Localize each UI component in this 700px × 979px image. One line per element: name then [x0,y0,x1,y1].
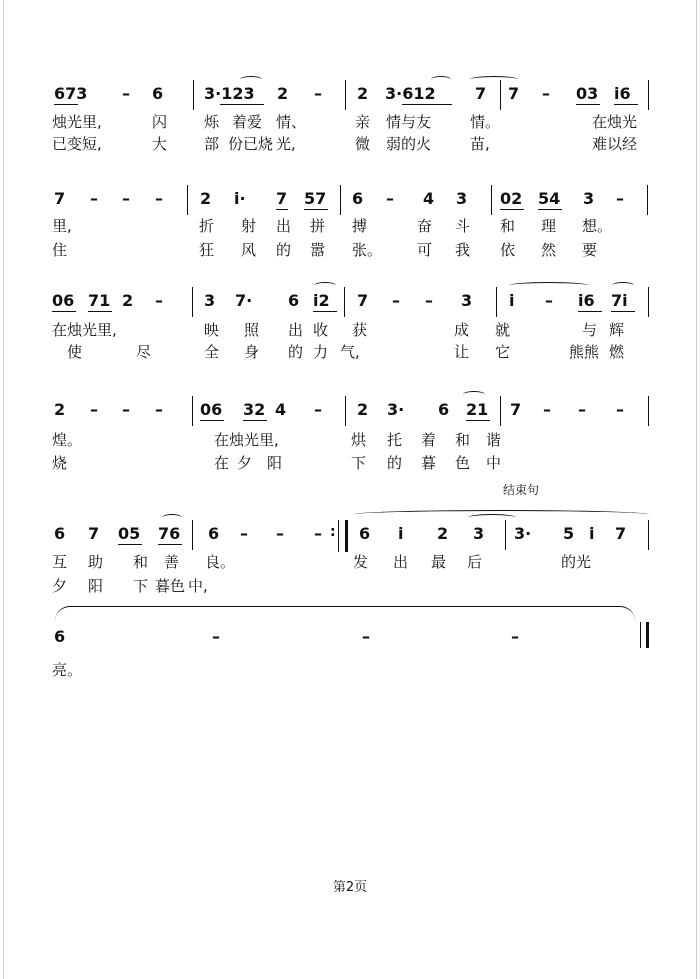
note: 03 [576,84,599,103]
note: 4 [275,400,287,419]
lyric: 风 [241,241,257,259]
note: 3 [583,189,595,208]
lyric: 全 [204,343,220,361]
lyric: 理 [541,217,557,235]
underline [578,311,602,312]
note: i· [234,189,246,208]
note: 3· [514,524,532,543]
slur [431,76,451,83]
barline [500,80,501,110]
note: 7 [54,189,66,208]
note: – [543,400,551,419]
lyric: 烘 [351,431,367,449]
lyric: 着 [421,431,437,449]
lyric: 获 [352,321,368,339]
lyric: 难以经 [592,135,638,153]
note: – [616,400,624,419]
lyric: 光, [276,135,296,153]
lyric: 中 [486,454,502,472]
note: – [616,189,624,208]
lyric: 要 [582,241,598,259]
lyric: 情与友 [386,113,432,131]
ending-label: 结束句 [503,483,540,497]
lyric: 苗, [470,135,490,153]
note: 2 [437,524,449,543]
note: 3 [456,189,468,208]
lyric: 住 [52,241,68,259]
lyric: 后 [467,553,483,571]
lyric: 煌。 [52,431,83,449]
lyric: 亲 [355,113,371,131]
lyric: 身 [244,343,260,361]
lyric: 烁 [204,113,220,131]
lyric: 发 [353,553,369,571]
note: 6 [352,189,364,208]
note: 76 [158,524,181,543]
lyric: 部 [204,135,220,153]
note: – [122,84,130,103]
note: – [212,627,220,646]
note: 06 [200,400,223,419]
lyric: 它 [495,343,511,361]
repeat-dots: : [330,524,336,540]
note: – [155,400,163,419]
lyric: 暮色 [155,577,186,595]
lyric: 着爱 [232,113,263,131]
note: – [155,189,163,208]
barline [648,520,649,550]
note: – [122,189,130,208]
lyric: 下 [133,577,149,595]
lyric: 烛光里, [52,113,102,131]
barline [192,287,193,317]
note: 3·612 [385,84,436,103]
note: 6 [152,84,164,103]
slur [463,391,485,398]
lyric: 在烛光 [592,113,638,131]
lyric: 情。 [470,113,501,131]
lyric: 闪 [152,113,168,131]
note: – [425,291,433,310]
note: – [240,524,248,543]
note: – [386,189,394,208]
barline [648,287,649,317]
note: i [589,524,595,543]
underline [54,104,78,105]
lyric: 下 [351,454,367,472]
lyric: 在烛光里, [52,321,117,339]
lyric: 奋 [417,217,433,235]
note: i [398,524,404,543]
note: 6 [54,627,66,646]
note: – [511,627,519,646]
underline [611,311,635,312]
underline [538,209,562,210]
lyric: 力 [313,343,329,361]
lyric: 燃 [609,343,625,361]
underline [52,311,76,312]
note: 7 [88,524,100,543]
lyric: 夕 [237,454,253,472]
note: i [509,291,515,310]
lyric: 成 [454,321,470,339]
lyric: 弱的火 [386,135,432,153]
tie [470,76,518,83]
note: 6 [288,291,300,310]
note: 7 [615,524,627,543]
note: – [362,627,370,646]
lyric: 搏 [352,217,368,235]
lyric: 出 [288,321,304,339]
note: 2 [122,291,134,310]
note: – [314,524,322,543]
lyric: 想。 [582,217,613,235]
note: 3 [473,524,485,543]
lyric: 然 [541,241,557,259]
note: – [90,400,98,419]
underline [118,544,142,545]
note: – [90,189,98,208]
barline [340,185,341,215]
lyric: 已变短, [52,135,102,153]
underline [466,420,490,421]
note: 05 [118,524,141,543]
lyric: 微 [355,135,371,153]
lyric: 折 [199,217,215,235]
tie [55,606,635,621]
lyric: 的 [276,241,292,259]
barline [192,520,193,550]
lyric: 嚣 [310,241,326,259]
lyric: 我 [455,241,471,259]
lyric: 在烛光里, [214,431,279,449]
barline [647,185,648,215]
note: 02 [500,189,523,208]
note: 2 [357,84,369,103]
lyric: 中, [188,577,208,595]
barline [496,287,497,317]
lyric: 的 [387,454,403,472]
note: 6 [208,524,220,543]
lyric: 暮 [421,454,437,472]
underline [313,311,337,312]
lyric: 大 [152,135,168,153]
page-number: 第2页 [332,880,368,895]
lyric: 烧 [52,454,68,472]
barline [187,185,188,215]
note: 2 [54,400,66,419]
underline [614,104,638,105]
note: i2 [313,291,330,310]
lyric: 依 [500,241,516,259]
note: – [542,84,550,103]
slur [314,282,336,289]
barline [344,287,345,317]
lyric: 阳 [88,577,104,595]
lyric: 尽 [136,343,152,361]
note: 3· [387,400,405,419]
lyric: 情、 [276,113,307,131]
lyric: 份已烧 [228,135,274,153]
lyric: 阳 [267,454,283,472]
note: – [314,84,322,103]
note: 7 [510,400,522,419]
note: 71 [88,291,111,310]
barline [345,80,346,110]
note: i6 [614,84,631,103]
lyric: 最 [431,553,447,571]
lyric: 和 [455,431,471,449]
note: 5 [563,524,575,543]
note: 7 [508,84,520,103]
slur [612,282,634,289]
note: 21 [466,400,489,419]
repeat-barline [338,520,348,552]
note: 7 [475,84,487,103]
lyric: 亮。 [52,661,83,679]
underline [500,209,524,210]
note: 32 [243,400,266,419]
note: 54 [538,189,561,208]
lyric: 里, [52,217,72,235]
lyric: 狂 [199,241,215,259]
note: 3 [461,291,473,310]
note: i6 [578,291,595,310]
barline [345,396,346,426]
underline [402,104,452,105]
barline [500,396,501,426]
note: 6 [438,400,450,419]
lyric: 辉 [609,321,625,339]
tie [468,514,516,521]
note: – [276,524,284,543]
underline [200,420,224,421]
lyric: 熊熊 [569,343,600,361]
final-barline [640,622,649,648]
underline [243,420,267,421]
lyric: 张。 [352,241,383,259]
note: 3 [204,291,216,310]
lyric: 在 [214,454,230,472]
slur [240,76,262,83]
underline [158,544,182,545]
lyric: 出 [393,553,409,571]
lyric: 谐 [486,431,502,449]
note: – [155,291,163,310]
barline [505,520,506,550]
note: 6 [359,524,371,543]
barline [648,396,649,426]
tie [509,282,589,289]
lyric: 与 [582,321,598,339]
lyric: 映 [204,321,220,339]
lyric: 让 [454,343,470,361]
lyric: 的光 [561,553,592,571]
note: 7 [276,189,288,208]
slur [162,514,182,521]
underline [88,311,112,312]
underline [576,104,600,105]
lyric: 使 [67,343,83,361]
lyric: 出 [276,217,292,235]
note: 2 [277,84,289,103]
note: 2 [357,400,369,419]
note: 57 [304,189,327,208]
lyric: 斗 [455,217,471,235]
note: – [392,291,400,310]
note: 7i [611,291,628,310]
underline [276,209,288,210]
note: 6 [54,524,66,543]
note: 3·123 [204,84,255,103]
note: – [314,400,322,419]
lyric: 可 [417,241,433,259]
lyric: 托 [387,431,403,449]
lyric: 助 [88,553,104,571]
lyric: 收 [313,321,329,339]
lyric: 射 [241,217,257,235]
lyric: 照 [244,321,260,339]
note: 06 [52,291,75,310]
barline [648,80,649,110]
note: – [122,400,130,419]
barline [192,396,193,426]
note: 4 [423,189,435,208]
note: 7 [357,291,369,310]
lyric: 就 [495,321,511,339]
lyric: 互 [52,553,68,571]
note: 7· [235,291,253,310]
note: 673 [54,84,88,103]
lyric: 色 [455,454,471,472]
barline [491,185,492,215]
lyric: 的 [288,343,304,361]
lyric: 气, [340,343,360,361]
note: 2 [200,189,212,208]
lyric: 良。 [205,553,236,571]
note: – [578,400,586,419]
lyric: 和 [500,217,516,235]
note: – [545,291,553,310]
underline [220,104,264,105]
lyric: 和 [133,553,149,571]
lyric: 夕 [52,577,68,595]
underline [304,209,328,210]
barline [193,80,194,110]
lyric: 善 [164,553,180,571]
lyric: 拼 [310,217,326,235]
